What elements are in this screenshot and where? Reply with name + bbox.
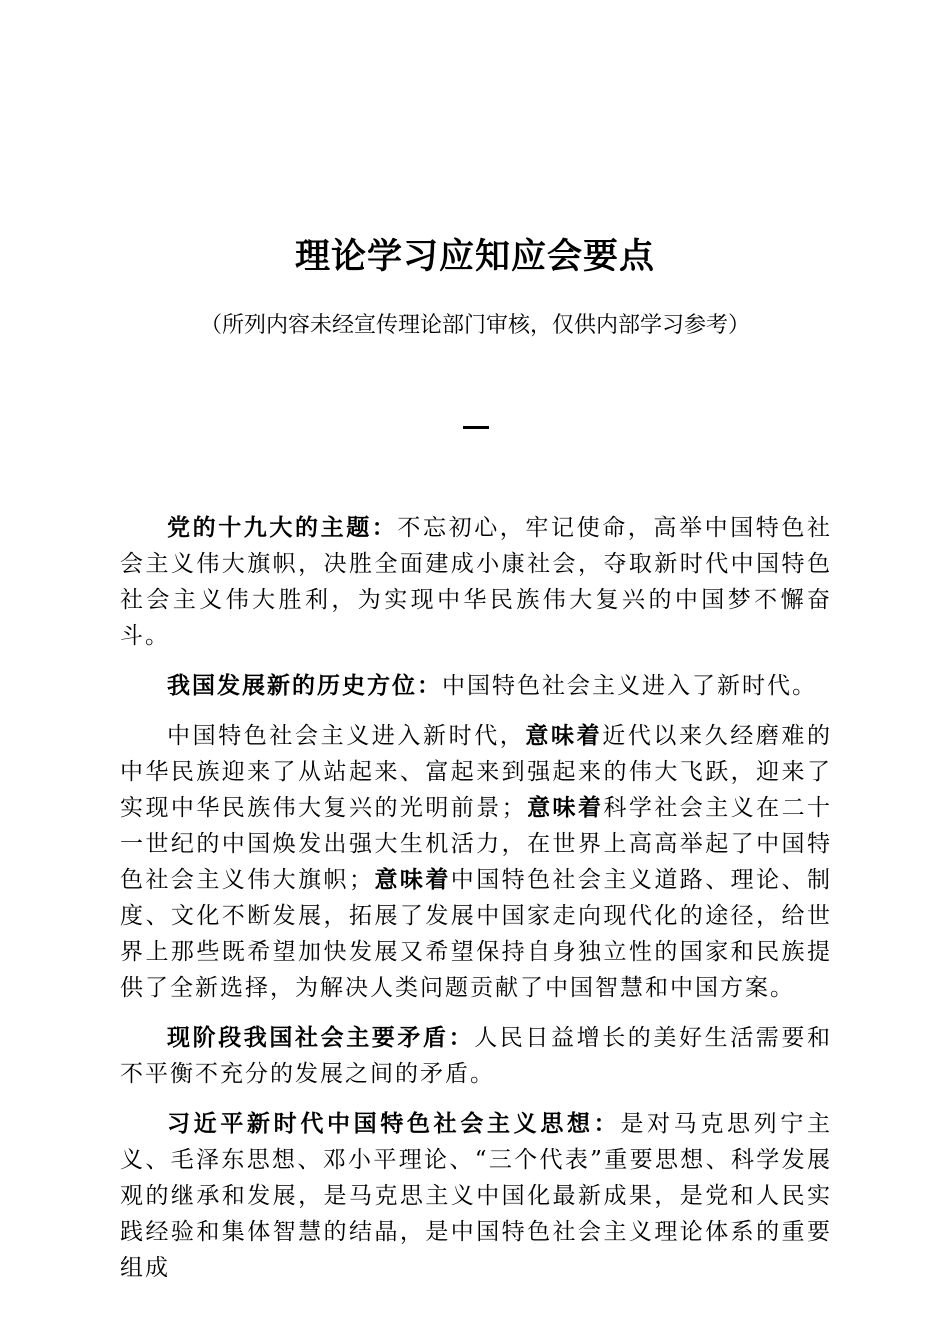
page-title: 理论学习应知应会要点 [294, 237, 655, 277]
paragraph-text: 人民日益增长的美好生活需要和不平衡不充分的发展之间的矛盾。 [120, 1025, 833, 1087]
document-body [120, 510, 832, 1300]
paragraph-lead: 党的十九大的主题： [167, 515, 398, 541]
paragraph-main-contradiction [120, 1020, 832, 1092]
paragraph-text: 科学社会主义在二十一世纪的中国焕发出强大生机活力，在世界上高高举起了中国特色社会主义伟大旗帜； [120, 795, 833, 893]
paragraph-lead: 习近平新时代中国特色社会主义思想： [167, 1111, 621, 1137]
emphasis-text: 意味着 [374, 867, 451, 893]
emphasis-text: 意味着 [526, 795, 604, 821]
paragraph-new-era-meaning [120, 718, 832, 1006]
paragraph-historic-position [120, 668, 832, 704]
emphasis-text: 意味着 [525, 723, 603, 749]
paragraph-text: 不忘初心，牢记使命，高举中国特色社会主义伟大旗帜，决胜全面建成小康社会，夺取新时代中国特色社会主义伟大胜利，为实现中华民族伟大复兴的中国梦不懈奋斗。 [120, 515, 833, 649]
paragraph-congress-theme [120, 510, 832, 654]
paragraph-text: 中国特色社会主义进入新时代， [167, 723, 526, 749]
paragraph-lead: 现阶段我国社会主要矛盾： [167, 1025, 475, 1051]
paragraph-text: 中国特色社会主义进入了新时代。 [442, 673, 817, 699]
page-subtitle: （所列内容未经宣传理论部门审核，仅供内部学习参考） [199, 313, 750, 338]
paragraph-text: 是对马克思列宁主义、毛泽东思想、邓小平理论、“三个代表”重要思想、科学发展观的继承和发展，是马克思主义中国化最新成果，是党和人民实践经验和集体智慧的结晶，是中国特色社会主义理论体系的重要组成 [120, 1111, 833, 1281]
paragraph-lead: 我国发展新的历史方位： [167, 673, 442, 699]
paragraph-text: 近代以来久经磨难的中华民族迎来了从站起来、富起来到强起来的伟大飞跃，迎来了实现中华民族伟大复兴的光明前景； [120, 723, 833, 821]
section-number-one [463, 426, 489, 429]
paragraph-xi-thought [120, 1106, 832, 1286]
paragraph-text: 中国特色社会主义道路、理论、制度、文化不断发展，拓展了发展中国家走向现代化的途径，给世界上那些既希望加快发展又希望保持自身独立性的国家和民族提供了全新选择，为解决人类问题贡献了中国智慧和中国方案。 [120, 867, 833, 1001]
